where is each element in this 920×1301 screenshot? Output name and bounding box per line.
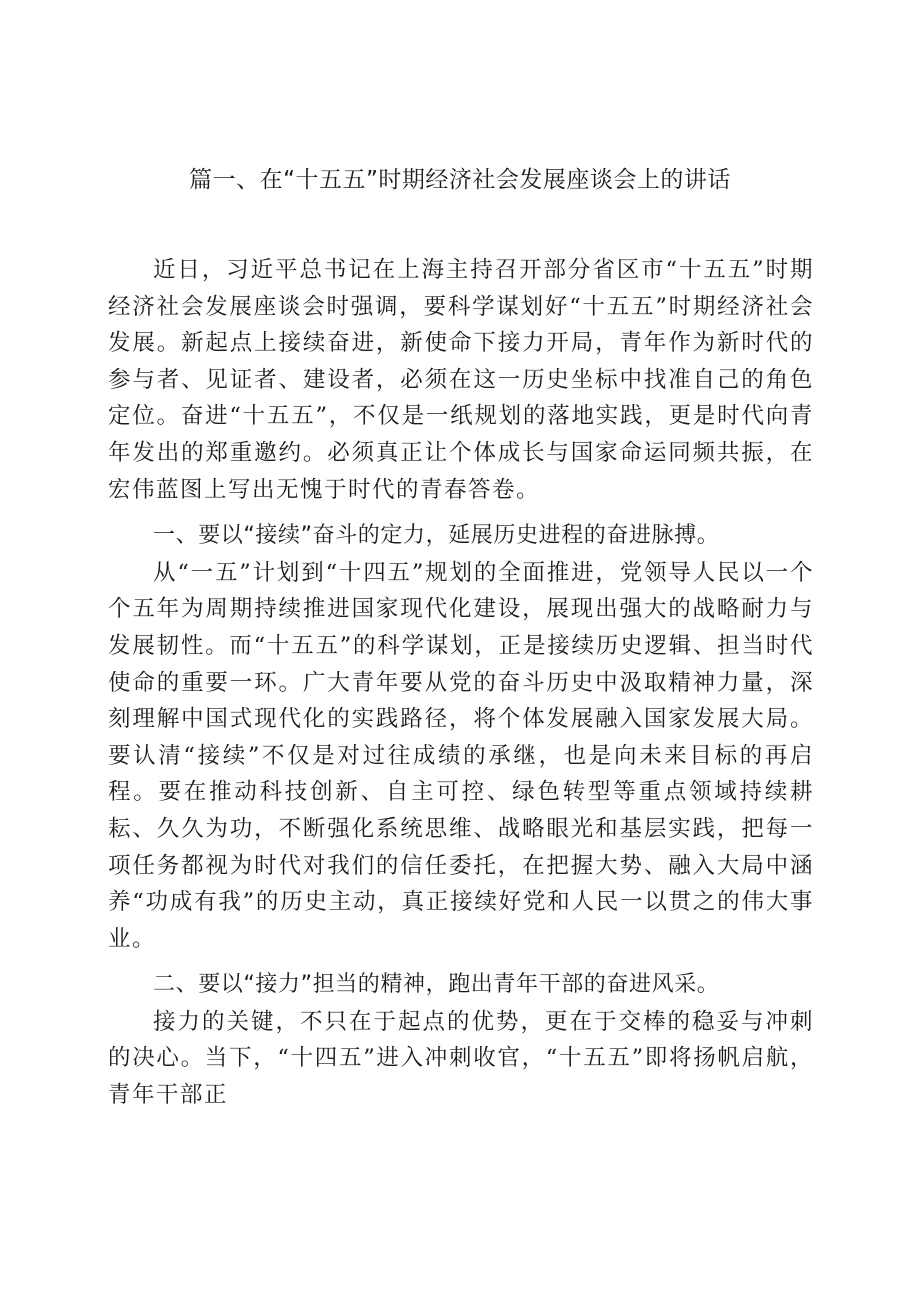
intro-paragraph: 近日，习近平总书记在上海主持召开部分省区市“十五五”时期经济社会发展座谈会时强调，要科学谋划好“十五五”时期经济社会发展。新起点上接续奋进，新使命下接力开局，青年作为新时代的参与者、见证者、建设者，必须在这一历史坐标中找准自己的角色定位。奋进“十五五”，不仅是一纸规划的落地实践，更是时代向青年发出的郑重邀约。必须真正让个体成长与国家命运同频共振，在宏伟蓝图上写出无愧于时代的青春答卷。: [108, 257, 814, 503]
document-body: [108, 252, 814, 1114]
document-title: 篇一、在“十五五”时期经济社会发展座谈会上的讲话: [189, 167, 731, 193]
section-1-paragraph: 从“一五”计划到“十四五”规划的全面推进，党领导人民以一个个五年为周期持续推进国家现代化建设，展现出强大的战略耐力与发展韧性。而“十五五”的科学谋划，正是接续历史逻辑、担当时代使命的重要一环。广大青年要从党的奋斗历史中汲取精神力量，深刻理解中国式现代化的实践路径，将个体发展融入国家发展大局。要认清“接续”不仅是对过往成绩的承继，也是向未来目标的再启程。要在推动科技创新、自主可控、绿色转型等重点领域持续耕耘、久久为功，不断强化系统思维、战略眼光和基层实践，把每一项任务都视为时代对我们的信任委托，在把握大势、融入大局中涵养“功成有我”的历史主动，真正接续好党和人民一以贯之的伟大事业。: [108, 559, 814, 952]
section-2-heading: 二、要以“接力”担当的精神，跑出青年干部的奋进风采。: [153, 972, 720, 998]
section-1-heading: 一、要以“接续”奋斗的定力，延展历史进程的奋进脉搏。: [153, 523, 720, 549]
section-2-paragraph: 接力的关键，不只在于起点的优势，更在于交棒的稳妥与冲刺的决心。当下，“十四五”进入冲刺收官，“十五五”即将扬帆启航，青年干部正: [108, 1008, 814, 1109]
